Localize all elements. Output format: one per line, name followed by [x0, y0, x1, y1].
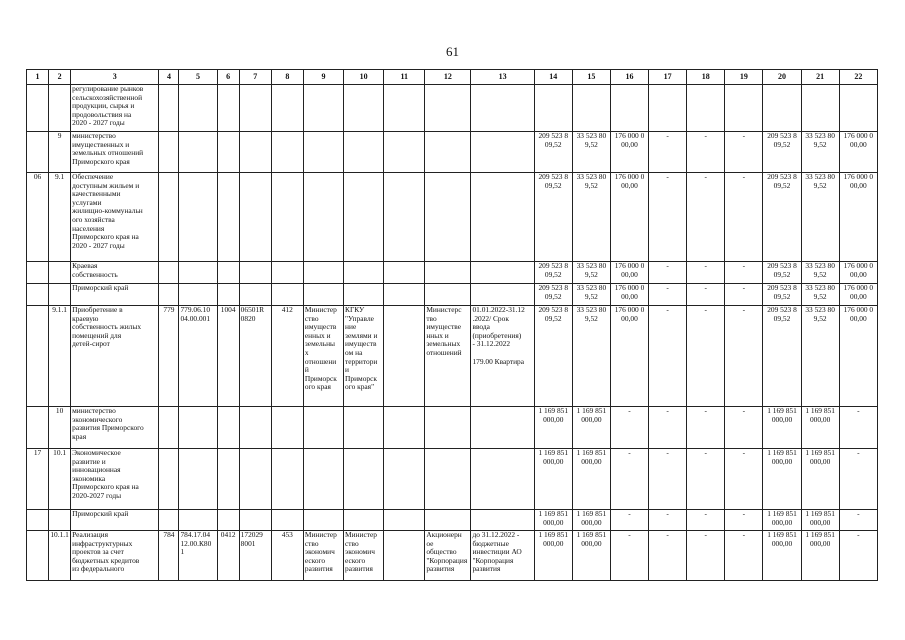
- table-cell-col-3: Приморский край: [71, 510, 159, 531]
- table-cell-col-8: [271, 449, 303, 510]
- table-cell-col-16: 176 000 0 00,00: [610, 132, 648, 173]
- table-cell-col-1: [27, 85, 49, 132]
- table-cell-col-18: -: [687, 510, 725, 531]
- table-cell-col-6: [217, 510, 239, 531]
- table-cell-col-16: -: [610, 407, 648, 449]
- table-cell-col-17: -: [649, 449, 687, 510]
- table-cell-col-4: [159, 173, 179, 262]
- table-cell-col-17: -: [649, 284, 687, 306]
- table-cell-col-15: 33 523 80 9,52: [572, 173, 610, 262]
- table-cell-col-16: 176 000 0 00,00: [610, 262, 648, 284]
- table-row: [27, 449, 878, 510]
- table-cell-col-16: [610, 85, 648, 132]
- table-cell-col-18: -: [687, 306, 725, 407]
- table-cell-col-22: 176 000 0 00,00: [839, 262, 877, 284]
- table-cell-col-12: Министерс тво имуществе нных и земельных отношений: [425, 306, 471, 407]
- table-cell-col-1: [27, 132, 49, 173]
- table-cell-col-5: [179, 173, 217, 262]
- table-cell-col-19: -: [725, 531, 763, 581]
- table-cell-col-13: [471, 407, 534, 449]
- table-cell-col-9: [303, 173, 343, 262]
- header-cell: 18: [687, 70, 725, 85]
- table-cell-col-22: 176 000 0 00,00: [839, 284, 877, 306]
- table-cell-col-10: [344, 510, 384, 531]
- table-cell-col-18: [687, 85, 725, 132]
- table-cell-col-11: [384, 262, 425, 284]
- table-cell-col-20: [763, 85, 801, 132]
- table-cell-col-9: [303, 407, 343, 449]
- table-cell-col-7: [239, 173, 271, 262]
- header-cell: 4: [159, 70, 179, 85]
- header-cell: 15: [572, 70, 610, 85]
- table-cell-col-12: [425, 262, 471, 284]
- table-cell-col-4: [159, 510, 179, 531]
- table-cell-col-20: 209 523 8 09,52: [763, 173, 801, 262]
- table-cell-col-11: [384, 132, 425, 173]
- table-cell-col-21: 33 523 80 9,52: [801, 262, 839, 284]
- table-cell-col-3: министерство экономического развития Приморского края: [71, 407, 159, 449]
- table-cell-col-12: [425, 510, 471, 531]
- table-cell-col-14: 209 523 8 09,52: [534, 132, 572, 173]
- table-row: [27, 262, 878, 284]
- table-cell-col-6: 1004: [217, 306, 239, 407]
- table-cell-col-18: -: [687, 407, 725, 449]
- header-cell: 14: [534, 70, 572, 85]
- table-cell-col-21: 1 169 851 000,00: [801, 510, 839, 531]
- table-cell-col-19: -: [725, 262, 763, 284]
- table-row: [27, 284, 878, 306]
- table-cell-col-18: -: [687, 449, 725, 510]
- table-cell-col-1: [27, 407, 49, 449]
- table-cell-col-15: 33 523 80 9,52: [572, 262, 610, 284]
- table-cell-col-18: -: [687, 284, 725, 306]
- table-cell-col-7: [239, 284, 271, 306]
- table-cell-col-22: -: [839, 407, 877, 449]
- table-cell-col-11: [384, 85, 425, 132]
- table-cell-col-7: [239, 85, 271, 132]
- header-cell: 6: [217, 70, 239, 85]
- table-cell-col-15: 1 169 851 000,00: [572, 449, 610, 510]
- table-cell-col-8: 453: [271, 531, 303, 581]
- table-cell-col-22: [839, 85, 877, 132]
- table-cell-col-2: [49, 262, 71, 284]
- table-cell-col-11: [384, 284, 425, 306]
- table-cell-col-8: 412: [271, 306, 303, 407]
- header-cell: 2: [49, 70, 71, 85]
- table-cell-col-2: [49, 510, 71, 531]
- header-cell: 11: [384, 70, 425, 85]
- header-cell: 5: [179, 70, 217, 85]
- table-cell-col-19: [725, 85, 763, 132]
- table-body: [27, 70, 878, 581]
- table-cell-col-7: [239, 407, 271, 449]
- table-cell-col-19: -: [725, 132, 763, 173]
- table-cell-col-2: 10: [49, 407, 71, 449]
- table-cell-col-10: Министер ство экономич еского развития: [344, 531, 384, 581]
- table-cell-col-7: [239, 510, 271, 531]
- header-cell: 8: [271, 70, 303, 85]
- table-cell-col-3: Приобретение в краевую собственность жилых помещений для детей-сирот: [71, 306, 159, 407]
- table-cell-col-13: 01.01.2022-31.12 .2022/ Срок ввода (приобретения) - 31.12.2022 179.00 Квартира: [471, 306, 534, 407]
- table-cell-col-21: 33 523 80 9,52: [801, 284, 839, 306]
- table-cell-col-22: 176 000 0 00,00: [839, 132, 877, 173]
- table-cell-col-13: до 31.12.2022 - бюджетные инвестиции АО "Корпорация развития: [471, 531, 534, 581]
- table-cell-col-4: [159, 262, 179, 284]
- table-cell-col-8: [271, 173, 303, 262]
- table-cell-col-14: 1 169 851 000,00: [534, 407, 572, 449]
- table-cell-col-4: [159, 132, 179, 173]
- table-cell-col-21: [801, 85, 839, 132]
- table-cell-col-14: 209 523 8 09,52: [534, 173, 572, 262]
- table-cell-col-1: 06: [27, 173, 49, 262]
- table-cell-col-14: 209 523 8 09,52: [534, 284, 572, 306]
- table-cell-col-20: 209 523 8 09,52: [763, 284, 801, 306]
- table-cell-col-15: 1 169 851 000,00: [572, 407, 610, 449]
- table-cell-col-10: [344, 85, 384, 132]
- table-cell-col-2: 10.1: [49, 449, 71, 510]
- table-cell-col-15: 33 523 80 9,52: [572, 306, 610, 407]
- table-cell-col-21: 33 523 80 9,52: [801, 173, 839, 262]
- table-cell-col-3: министерство имущественных и земельных отношений Приморского края: [71, 132, 159, 173]
- table-cell-col-3: Краевая собственность: [71, 262, 159, 284]
- table-cell-col-10: [344, 262, 384, 284]
- table-cell-col-17: -: [649, 531, 687, 581]
- table-cell-col-19: -: [725, 510, 763, 531]
- table-cell-col-6: [217, 449, 239, 510]
- table-cell-col-5: 779.06.10 04.00.001: [179, 306, 217, 407]
- table-cell-col-22: 176 000 0 00,00: [839, 173, 877, 262]
- table-cell-col-2: 9: [49, 132, 71, 173]
- table-row: [27, 132, 878, 173]
- table-cell-col-17: -: [649, 510, 687, 531]
- table-cell-col-3: регулирование рынков сельскохозяйственной продукции, сырья и продовольствия на 2020 - 2027 годы: [71, 85, 159, 132]
- table-cell-col-2: [49, 85, 71, 132]
- table-cell-col-9: [303, 510, 343, 531]
- table-cell-col-16: -: [610, 449, 648, 510]
- table-row: [27, 173, 878, 262]
- table-cell-col-19: -: [725, 449, 763, 510]
- table-cell-col-6: [217, 173, 239, 262]
- header-cell: 22: [839, 70, 877, 85]
- table-cell-col-13: [471, 284, 534, 306]
- table-cell-col-7: 172029 8001: [239, 531, 271, 581]
- table-cell-col-12: [425, 173, 471, 262]
- table-cell-col-19: -: [725, 173, 763, 262]
- table-cell-col-10: [344, 284, 384, 306]
- table-cell-col-9: [303, 284, 343, 306]
- table-cell-col-11: [384, 449, 425, 510]
- table-cell-col-14: 209 523 8 09,52: [534, 306, 572, 407]
- table-cell-col-2: 9.1.1: [49, 306, 71, 407]
- table-cell-col-20: 1 169 851 000,00: [763, 531, 801, 581]
- table-cell-col-7: [239, 449, 271, 510]
- table-cell-col-4: [159, 85, 179, 132]
- table-cell-col-9: [303, 449, 343, 510]
- table-cell-col-15: [572, 85, 610, 132]
- table-cell-col-1: [27, 531, 49, 581]
- table-cell-col-10: [344, 449, 384, 510]
- table-cell-col-5: [179, 262, 217, 284]
- table-cell-col-8: [271, 510, 303, 531]
- table-row: [27, 306, 878, 407]
- table-cell-col-6: [217, 262, 239, 284]
- header-cell: 17: [649, 70, 687, 85]
- table-cell-col-16: 176 000 0 00,00: [610, 284, 648, 306]
- table-cell-col-20: 209 523 8 09,52: [763, 262, 801, 284]
- table-cell-col-11: [384, 306, 425, 407]
- table-cell-col-8: [271, 407, 303, 449]
- table-cell-col-5: [179, 510, 217, 531]
- table-cell-col-21: 33 523 80 9,52: [801, 306, 839, 407]
- table-cell-col-2: 9.1: [49, 173, 71, 262]
- table-cell-col-5: [179, 407, 217, 449]
- header-cell: 1: [27, 70, 49, 85]
- page-number: 61: [446, 44, 459, 59]
- table-cell-col-16: 176 000 0 00,00: [610, 173, 648, 262]
- table-cell-col-15: 1 169 851 000,00: [572, 510, 610, 531]
- table-cell-col-3: Обеспечение доступным жильем и качественными услугами жилищно-коммунальн ого хозяйства населения Приморского края на 2020 - 2027 годы: [71, 173, 159, 262]
- table-cell-col-14: 1 169 851 000,00: [534, 531, 572, 581]
- table-cell-col-1: [27, 262, 49, 284]
- table-cell-col-8: [271, 132, 303, 173]
- header-cell: 12: [425, 70, 471, 85]
- table-cell-col-17: [649, 85, 687, 132]
- table-cell-col-18: -: [687, 531, 725, 581]
- header-cell: 3: [71, 70, 159, 85]
- table-cell-col-22: -: [839, 531, 877, 581]
- table-cell-col-20: 209 523 8 09,52: [763, 132, 801, 173]
- table-cell-col-9: [303, 132, 343, 173]
- table-cell-col-3: Приморский край: [71, 284, 159, 306]
- table-cell-col-1: [27, 510, 49, 531]
- header-cell: 9: [303, 70, 343, 85]
- table-cell-col-18: -: [687, 132, 725, 173]
- table-cell-col-17: -: [649, 173, 687, 262]
- table-cell-col-16: 176 000 0 00,00: [610, 306, 648, 407]
- header-cell: 19: [725, 70, 763, 85]
- table-cell-col-18: -: [687, 173, 725, 262]
- table-cell-col-6: [217, 284, 239, 306]
- table-cell-col-8: [271, 85, 303, 132]
- header-cell: 21: [801, 70, 839, 85]
- table-cell-col-17: -: [649, 306, 687, 407]
- table-cell-col-12: [425, 449, 471, 510]
- table-cell-col-13: [471, 173, 534, 262]
- table-row: [27, 407, 878, 449]
- table-row: [27, 531, 878, 581]
- table-cell-col-11: [384, 407, 425, 449]
- table-row: [27, 85, 878, 132]
- table-cell-col-1: [27, 284, 49, 306]
- table-cell-col-15: 33 523 80 9,52: [572, 284, 610, 306]
- table-cell-col-7: [239, 132, 271, 173]
- table-cell-col-22: -: [839, 449, 877, 510]
- table-cell-col-14: 209 523 8 09,52: [534, 262, 572, 284]
- table-cell-col-2: 10.1.1: [49, 531, 71, 581]
- header-row: [27, 70, 878, 85]
- table-cell-col-20: 209 523 8 09,52: [763, 306, 801, 407]
- table-cell-col-15: 33 523 80 9,52: [572, 132, 610, 173]
- table-cell-col-10: [344, 173, 384, 262]
- table-cell-col-3: Экономическое развитие и инновационная экономика Приморского края на 2020-2027 годы: [71, 449, 159, 510]
- table-cell-col-21: 1 169 851 000,00: [801, 531, 839, 581]
- table-cell-col-19: -: [725, 407, 763, 449]
- table-cell-col-15: 1 169 851 000,00: [572, 531, 610, 581]
- header-cell: 7: [239, 70, 271, 85]
- table-cell-col-14: 1 169 851 000,00: [534, 510, 572, 531]
- table-cell-col-9: [303, 85, 343, 132]
- table-cell-col-21: 1 169 851 000,00: [801, 407, 839, 449]
- table-cell-col-11: [384, 173, 425, 262]
- table-cell-col-1: [27, 306, 49, 407]
- table-cell-col-16: -: [610, 510, 648, 531]
- table-cell-col-4: 779: [159, 306, 179, 407]
- table-cell-col-6: [217, 407, 239, 449]
- table-cell-col-1: 17: [27, 449, 49, 510]
- table-cell-col-12: [425, 132, 471, 173]
- table-cell-col-12: [425, 284, 471, 306]
- table-cell-col-17: -: [649, 132, 687, 173]
- header-cell: 13: [471, 70, 534, 85]
- table-cell-col-8: [271, 262, 303, 284]
- table-cell-col-20: 1 169 851 000,00: [763, 510, 801, 531]
- table-cell-col-4: [159, 407, 179, 449]
- table-cell-col-17: -: [649, 407, 687, 449]
- table-cell-col-4: [159, 284, 179, 306]
- table-cell-col-5: [179, 132, 217, 173]
- table-cell-col-7: [239, 262, 271, 284]
- table-cell-col-10: КГКУ "Управле ние землями и имуществ ом на территори и Приморск ого края": [344, 306, 384, 407]
- table-cell-col-11: [384, 531, 425, 581]
- header-cell: 16: [610, 70, 648, 85]
- table-cell-col-10: [344, 132, 384, 173]
- table-cell-col-11: [384, 510, 425, 531]
- table-cell-col-8: [271, 284, 303, 306]
- table-cell-col-7: 06501R 0820: [239, 306, 271, 407]
- table-cell-col-12: [425, 85, 471, 132]
- table-cell-col-10: [344, 407, 384, 449]
- table-cell-col-13: [471, 449, 534, 510]
- table-cell-col-9: [303, 262, 343, 284]
- table-cell-col-5: [179, 85, 217, 132]
- table-cell-col-6: 0412: [217, 531, 239, 581]
- table-cell-col-16: -: [610, 531, 648, 581]
- table-cell-col-14: 1 169 851 000,00: [534, 449, 572, 510]
- table-cell-col-5: 784.17.04 12.00.К80 1: [179, 531, 217, 581]
- table-cell-col-6: [217, 85, 239, 132]
- header-cell: 10: [344, 70, 384, 85]
- table-cell-col-14: [534, 85, 572, 132]
- table-cell-col-4: 784: [159, 531, 179, 581]
- table-cell-col-13: [471, 510, 534, 531]
- table-cell-col-22: -: [839, 510, 877, 531]
- table-cell-col-19: -: [725, 306, 763, 407]
- table-cell-col-13: [471, 85, 534, 132]
- table-cell-col-20: 1 169 851 000,00: [763, 449, 801, 510]
- table-cell-col-13: [471, 132, 534, 173]
- table-cell-col-17: -: [649, 262, 687, 284]
- table-cell-col-9: Министер ство имуществ енных и земельны х отношени й Приморск ого края: [303, 306, 343, 407]
- table-cell-col-2: [49, 284, 71, 306]
- table-cell-col-22: 176 000 0 00,00: [839, 306, 877, 407]
- table-cell-col-21: 1 169 851 000,00: [801, 449, 839, 510]
- table-cell-col-20: 1 169 851 000,00: [763, 407, 801, 449]
- header-cell: 20: [763, 70, 801, 85]
- table-cell-col-12: Акционерн ое общество "Корпорация развития: [425, 531, 471, 581]
- table-cell-col-6: [217, 132, 239, 173]
- table-cell-col-3: Реализация инфраструктурных проектов за счет бюджетных кредитов из федерального: [71, 531, 159, 581]
- document-table: [26, 69, 878, 581]
- table-cell-col-13: [471, 262, 534, 284]
- table-cell-col-9: Министер ство экономич еского развития: [303, 531, 343, 581]
- table-row: [27, 510, 878, 531]
- table-cell-col-19: -: [725, 284, 763, 306]
- table-cell-col-18: -: [687, 262, 725, 284]
- table-cell-col-5: [179, 449, 217, 510]
- table-cell-col-5: [179, 284, 217, 306]
- table-cell-col-12: [425, 407, 471, 449]
- table-cell-col-4: [159, 449, 179, 510]
- table-cell-col-21: 33 523 80 9,52: [801, 132, 839, 173]
